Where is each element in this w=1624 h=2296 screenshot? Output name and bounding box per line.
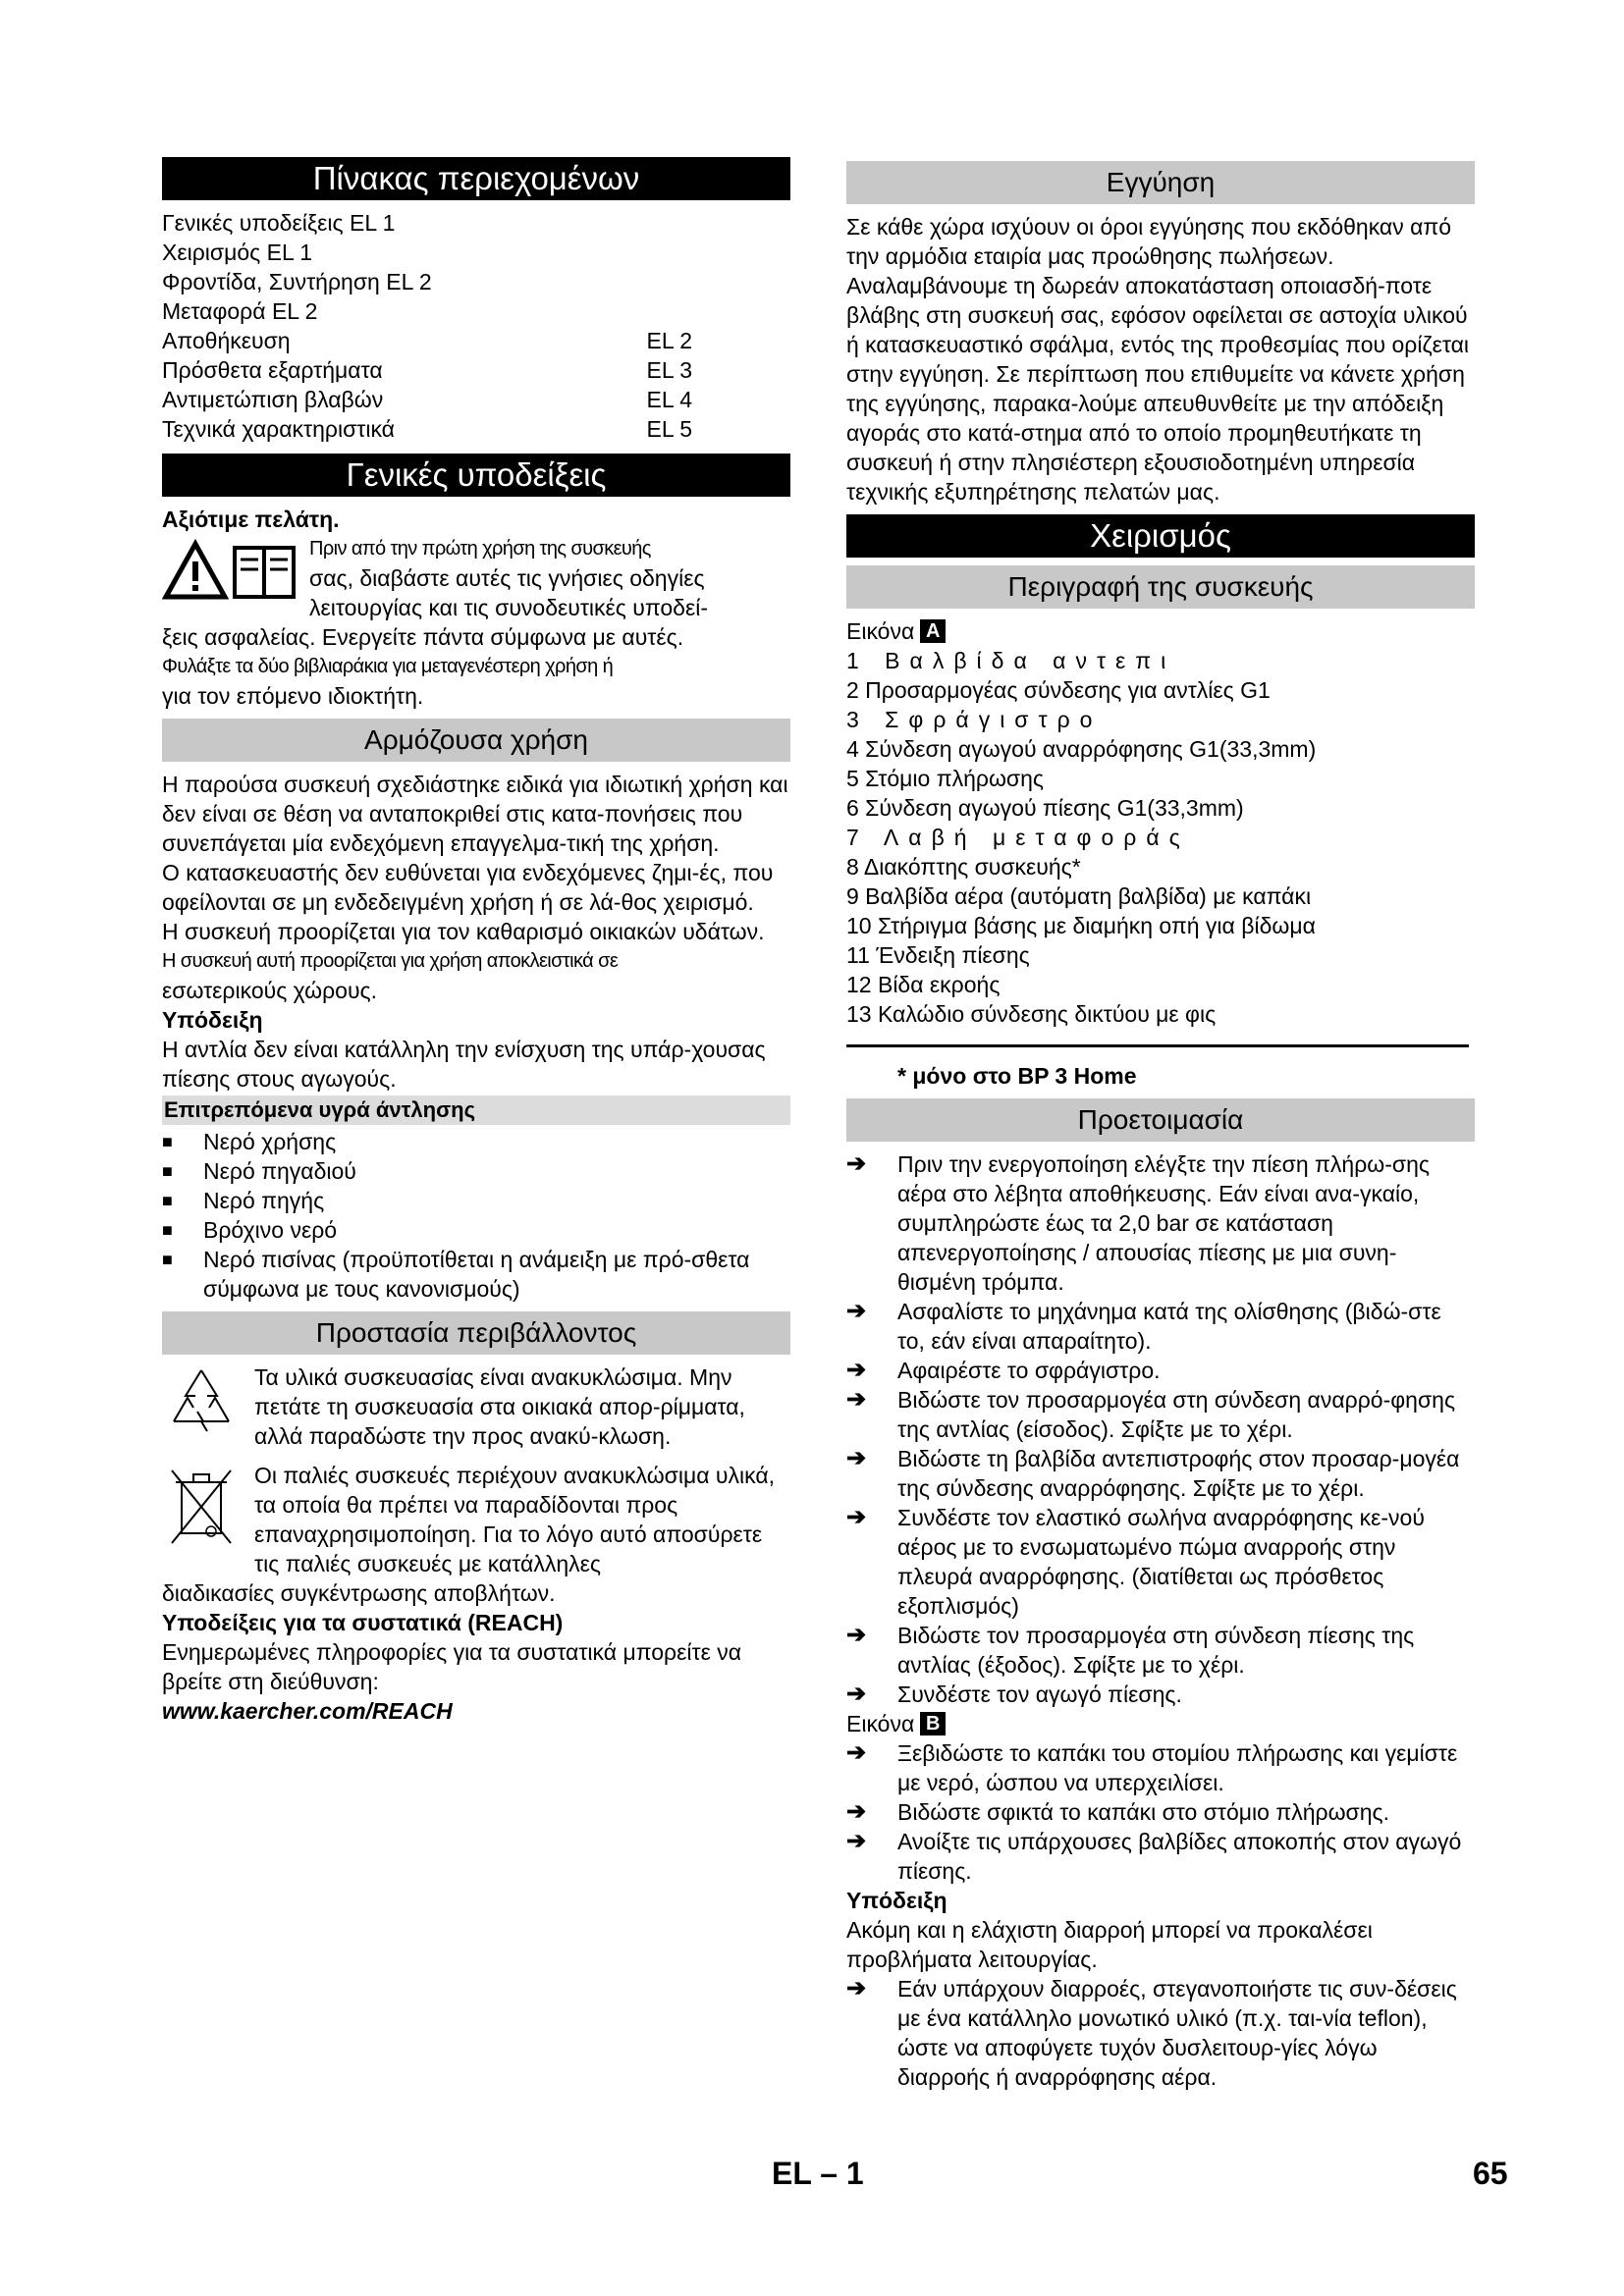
- list-item: 8 Διακόπτης συσκευής*: [846, 854, 1081, 880]
- arrow-right-icon: ➔: [846, 1681, 867, 1707]
- list-item: 4 Σύνδεση αγωγού αναρρόφησης G1(33,3mm): [846, 736, 1317, 762]
- toc-item-page: EL 5: [646, 416, 692, 442]
- list-item: 11 Ένδειξη πίεσης: [846, 942, 1030, 968]
- toc-item-page: EL 3: [646, 357, 692, 383]
- bullet-square-icon: ■: [162, 1250, 173, 1269]
- list-item: ■ Νερό χρήσης: [162, 1129, 337, 1154]
- proper-use-p3: Η συσκευή προορίζεται για τον καθαρισμό οικιακών υδάτων.: [162, 919, 765, 944]
- arrow-right-icon: ➔: [846, 1150, 867, 1177]
- reach-title: Υποδείξεις για τα συστατικά (REACH): [162, 1610, 564, 1635]
- arrow-right-icon: ➔: [846, 1357, 867, 1383]
- warning-manual-icons: [162, 534, 309, 622]
- intro-line-2: σας, διαβάστε αυτές τις γνήσιες οδηγίες: [309, 565, 705, 591]
- list-item: ➔ Ξεβιδώστε το καπάκι του στομίου πλήρωσης και γεμίστε με νερό, ώσπου να υπερχειλίσει.: [846, 1739, 1458, 1795]
- figure-b-label: Εικόνα B: [846, 1709, 1475, 1738]
- general-heading: Γενικές υποδείξεις: [162, 454, 790, 497]
- arrow-right-icon: ➔: [846, 1739, 867, 1766]
- toc-item[interactable]: [162, 414, 692, 444]
- list-item: 13 Καλώδιο σύνδεσης δικτύου με φις: [846, 1001, 1217, 1027]
- greeting: Αξιότιμε πελάτη.: [162, 507, 340, 532]
- list-item: 10 Στήριγμα βάσης με διαμήκη οπή για βίδωμα: [846, 913, 1316, 938]
- toc-item[interactable]: [162, 267, 692, 296]
- footnote: * μόνο στο BP 3 Home: [897, 1063, 1137, 1089]
- fill-steps: [846, 1738, 1475, 1886]
- warranty-heading: Εγγύηση: [846, 161, 1475, 204]
- list-item: 7 Λαβή μεταφοράς: [846, 825, 1190, 850]
- note-title: Υπόδειξη: [162, 1007, 263, 1033]
- right-column: [846, 157, 1475, 2092]
- weee-block: [162, 1461, 790, 1578]
- toc-item-label: Τεχνικά χαρακτηριστικά: [162, 416, 395, 442]
- intro-block: [162, 534, 790, 622]
- toc-item[interactable]: [162, 385, 692, 414]
- proper-use-p4-rest: εσωτερικούς χώρους.: [162, 978, 378, 1003]
- arrow-right-icon: ➔: [846, 1386, 867, 1413]
- bullet-square-icon: ■: [162, 1220, 173, 1240]
- intro-line-3: λειτουργίας και τις συνοδευτικές υποδεί-: [309, 595, 709, 620]
- note-title: Υπόδειξη: [846, 1888, 947, 1913]
- proper-use-p2: Ο κατασκευαστής δεν ευθύνεται για ενδεχόμενες ζημι-ές, που οφείλονται σε μη ενδεδειγμένη χρήση ή σε λά-θος χειρισμό.: [162, 860, 774, 915]
- reach-link[interactable]: www.kaercher.com/REACH: [162, 1698, 453, 1724]
- list-item: ➔ Βιδώστε τη βαλβίδα αντεπιστροφής στον προσαρ-μογέα της σύνδεσης αναρρόφησης. Σφίξτε με το χέρι.: [846, 1445, 1460, 1501]
- list-item: ➔ Συνδέστε τον ελαστικό σωλήνα αναρρόφησης κε-νού αέρος με το ενσωματωμένο πώμα αναρροής στην πλευρά αναρρόφησης. (διατίθεται ως πρόσθετος εξοπλισμός): [846, 1504, 1425, 1619]
- toc-item[interactable]: [162, 326, 692, 355]
- description-heading: Περιγραφή της συσκευής: [846, 565, 1475, 609]
- bullet-square-icon: ■: [162, 1191, 173, 1210]
- list-item: ➔ Εάν υπάρχουν διαρροές, στεγανοποιήστε τις συν-δέσεις με ένα κατάλληλο μονωτικό υλικό (π.χ. ται-νία teflon), ώστε να αποφύγετε τυχόν δυσλειτουρ-γίες λόγω διαρροής ή αναρρόφησης αέρα.: [846, 1975, 1457, 2090]
- figure-a-badge: A: [920, 619, 946, 643]
- warranty-text: Σε κάθε χώρα ισχύουν οι όροι εγγύησης που εκδόθηκαν από την αρμόδια εταιρία μας προώθησης πωλήσεων. Αναλαμβάνουμε τη δωρεάν αποκατάσταση οποιασδή-ποτε βλάβης στη συσκευή σας, εφόσον οφείλεται σε αστοχία υλικού ή κατασκευαστικό σφάλμα, εντός της προθεσμίας που ορίζεται στην εγγύηση. Σε περίπτωση που επιθυμείτε να κάνετε χρήση της εγγύησης, παρακα-λούμε απευθυνθείτε με την απόδειξη αγοράς στο κατά-στημα από το οποίο προμηθευτήκατε τη συσκευή ή στην πλησιέστερη εξουσιοδοτημένη υπηρεσία τεχνικής εξυπηρέτησης πελατών μας.: [846, 214, 1470, 505]
- intro-line-4: ξεις ασφαλείας. Ενεργείτε πάντα σύμφωνα με αυτές.: [162, 624, 684, 650]
- toc-list: [162, 208, 790, 444]
- fluids-list: [162, 1127, 790, 1304]
- toc-item-label: Μεταφορά EL 2: [162, 298, 318, 324]
- list-item: ➔ Συνδέστε τον αγωγό πίεσης.: [846, 1681, 1182, 1707]
- list-item: ➔ Βιδώστε τον προσαρμογέα στη σύνδεση αναρρό-φησης της αντλίας (είσοδος). Σφίξτε με το χέρι.: [846, 1386, 1456, 1442]
- left-column: [162, 157, 790, 1726]
- preparation-heading: Προετοιμασία: [846, 1098, 1475, 1142]
- toc-item-label: Αντιμετώπιση βλαβών: [162, 387, 384, 412]
- list-item: ■ Νερό πισίνας (προϋποτίθεται η ανάμειξη με πρό-σθετα σύμφωνα με τους κανονισμούς): [162, 1247, 750, 1302]
- toc-item-page: EL 2: [646, 328, 692, 353]
- note-text: Ακόμη και η ελάχιστη διαρροή μπορεί να προκαλέσει προβλήματα λειτουργίας.: [846, 1917, 1373, 1972]
- proper-use-p4: Η συσκευή αυτή προορίζεται για χρήση αποκλειστικά σε: [162, 950, 619, 972]
- list-item: 2 Προσαρμογέας σύνδεσης για αντλίες G1: [846, 677, 1271, 703]
- toc-item-page: EL 4: [646, 387, 692, 412]
- arrow-right-icon: ➔: [846, 1298, 867, 1324]
- list-item: ➔ Βιδώστε σφικτά το καπάκι στο στόμιο πλήρωσης.: [846, 1798, 1390, 1825]
- toc-item[interactable]: [162, 238, 692, 267]
- arrow-right-icon: ➔: [846, 1975, 867, 2002]
- toc-item[interactable]: [162, 355, 692, 385]
- bullet-square-icon: ■: [162, 1132, 173, 1151]
- manual-book-icon: [235, 548, 294, 597]
- list-item: ■ Βρόχινο νερό: [162, 1217, 338, 1243]
- arrow-right-icon: ➔: [846, 1828, 867, 1854]
- figure-a-label: Εικόνα A: [846, 616, 1475, 646]
- crossed-bin-icon: [162, 1461, 241, 1578]
- warning-triangle-icon: [162, 538, 305, 603]
- list-item: 12 Βίδα εκροής: [846, 972, 1001, 997]
- list-item: ■ Νερό πηγαδιού: [162, 1158, 356, 1184]
- toc-item-label: Χειρισμός EL 1: [162, 240, 313, 265]
- note-text: Η αντλία δεν είναι κατάλληλη την ενίσχυση της υπάρ-χουσας πίεσης στους αγωγούς.: [162, 1037, 766, 1092]
- reach-text: Ενημερωμένες πληροφορίες για τα συστατικά μπορείτε να βρείτε στη διεύθυνση:: [162, 1639, 742, 1694]
- page-number: 65: [1473, 2156, 1508, 2191]
- arrow-right-icon: ➔: [846, 1798, 867, 1825]
- list-item: 1 Βαλβίδα αντεπι: [846, 648, 1176, 673]
- list-item: ➔ Ασφαλίστε το μηχάνημα κατά της ολίσθησης (βιδώ-στε το, εάν είναι απαραίτητο).: [846, 1298, 1441, 1354]
- recycle-block: [162, 1362, 790, 1451]
- toc-item-label: Γενικές υποδείξεις EL 1: [162, 210, 396, 236]
- figure-b-badge: B: [920, 1712, 946, 1735]
- environment-heading: Προστασία περιβάλλοντος: [162, 1311, 790, 1355]
- list-item: ➔ Ανοίξτε τις υπάρχουσες βαλβίδες αποκοπής στον αγωγό πίεσης.: [846, 1828, 1462, 1884]
- arrow-right-icon: ➔: [846, 1504, 867, 1530]
- list-item: 9 Βαλβίδα αέρα (αυτόματη βαλβίδα) με καπάκι: [846, 883, 1312, 909]
- keep-line-2: για τον επόμενο ιδιοκτήτη.: [162, 683, 424, 709]
- toc-item-label: Πρόσθετα εξαρτήματα: [162, 357, 383, 383]
- recycle-text: Τα υλικά συσκευασίας είναι ανακυκλώσιμα. Μην πετάτε τη συσκευασία στα οικιακά απορ-ρίμματα, αλλά παραδώστε την προς ανακύ-κλωση.: [254, 1364, 745, 1449]
- weee-text-rest: διαδικασίες συγκέντρωσης αποβλήτων.: [162, 1580, 556, 1606]
- toc-item-label: Αποθήκευση: [162, 328, 291, 353]
- proper-use-p1: Η παρούσα συσκευή σχεδιάστηκε ειδικά για ιδιωτική χρήση και δεν είναι σε θέση να ανταποκριθεί στις κατα-πονήσεις που συνεπάγεται μία ενδεχόμενη επαγγελμα-τική της χρήση.: [162, 772, 788, 856]
- recycle-icon: [162, 1362, 241, 1451]
- arrow-right-icon: ➔: [846, 1445, 867, 1471]
- list-item: ■ Νερό πηγής: [162, 1188, 325, 1213]
- toc-heading: Πίνακας περιεχομένων: [162, 157, 790, 200]
- proper-use-heading: Αρμόζουσα χρήση: [162, 719, 790, 762]
- list-item: ➔ Αφαιρέστε το σφράγιστρο.: [846, 1357, 1161, 1383]
- parts-list: [846, 646, 1475, 1029]
- toc-item[interactable]: [162, 296, 692, 326]
- keep-line-1: Φυλάξτε τα δύο βιβλιαράκια για μεταγενέστερη χρήση ή: [162, 656, 614, 677]
- footer-section-code: EL – 1: [772, 2156, 864, 2191]
- bullet-square-icon: ■: [162, 1161, 173, 1181]
- arrow-right-icon: ➔: [846, 1622, 867, 1648]
- operation-heading: Χειρισμός: [846, 514, 1475, 558]
- divider: [846, 1044, 1469, 1047]
- toc-item[interactable]: [162, 208, 692, 238]
- list-item: 6 Σύνδεση αγωγού πίεσης G1(33,3mm): [846, 795, 1244, 821]
- list-item: ➔ Βιδώστε τον προσαρμογέα στη σύνδεση πίεσης της αντλίας (έξοδος). Σφίξτε με το χέρι.: [846, 1622, 1415, 1678]
- list-item: ➔ Πριν την ενεργοποίηση ελέγξτε την πίεση πλήρω-σης αέρα στο λέβητα αποθήκευσης. Εάν είναι ανα-γκαίο, συμπληρώστε έως τα 2,0 bar σε κατάσταση απενεργοποίησης / απουσίας πίεσης με μια συνη-θισμένη τρόμπα.: [846, 1150, 1430, 1295]
- list-item: 5 Στόμιο πλήρωσης: [846, 766, 1044, 791]
- toc-item-label: Φροντίδα, Συντήρηση EL 2: [162, 269, 432, 294]
- fluids-heading: Επιτρεπόμενα υγρά άντλησης: [162, 1095, 790, 1125]
- prep-steps: [846, 1149, 1475, 1709]
- weee-text: Οι παλιές συσκευές περιέχουν ανακυκλώσιμα υλικά, τα οποία θα πρέπει να παραδίδονται προς επαναχρησιμοποίηση. Για το λόγο αυτό αποσύρετε τις παλιές συσκευές με κατάλληλες: [254, 1463, 775, 1576]
- list-item: 3 Σφράγιστρο: [846, 707, 1103, 732]
- intro-line-1: Πριν από την πρώτη χρήση της συσκευής: [309, 538, 651, 560]
